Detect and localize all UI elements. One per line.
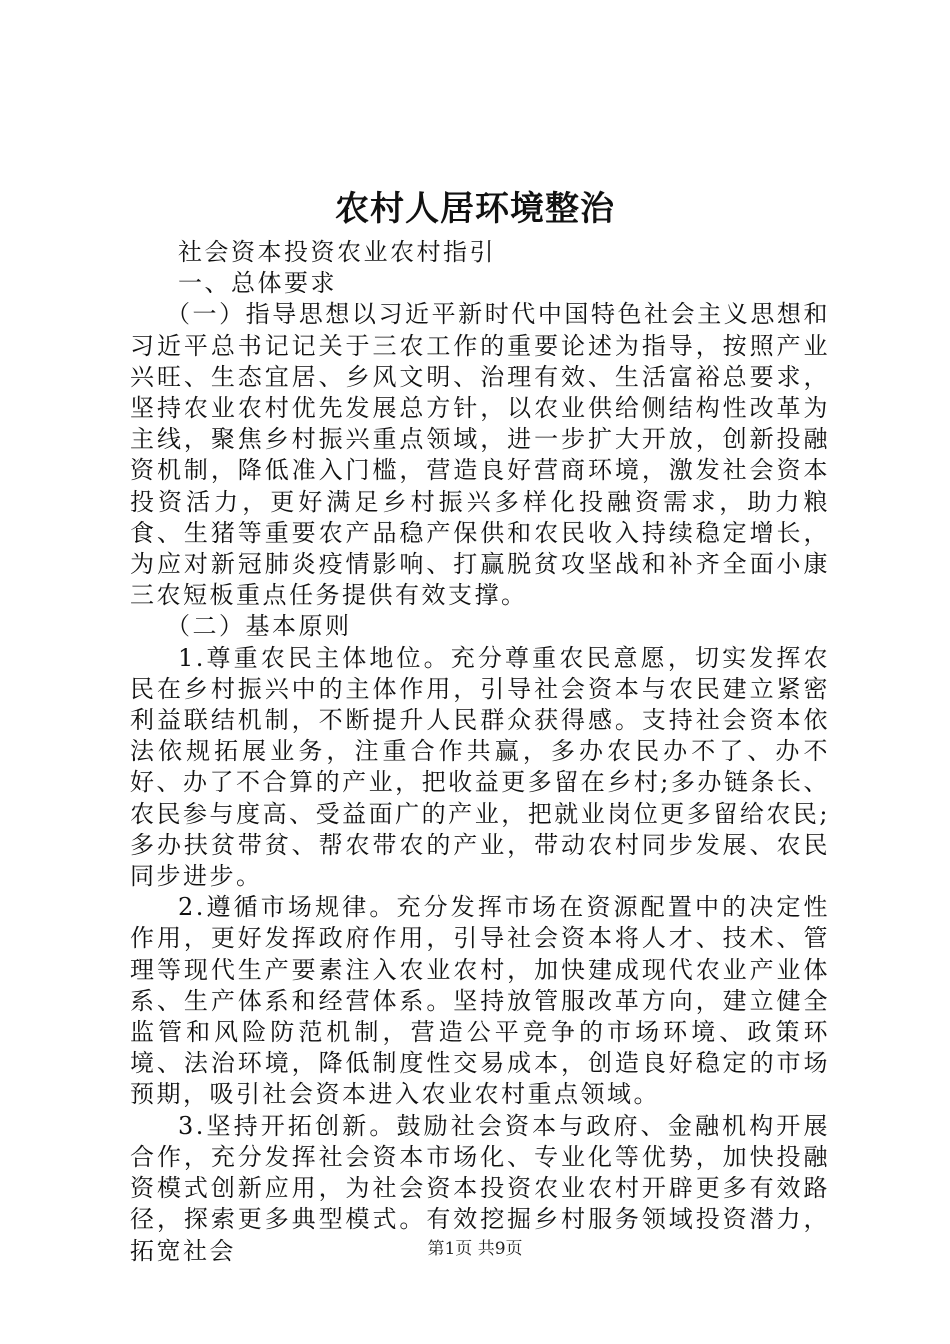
document-body [130,237,830,1267]
paragraph-principle-1: 1.尊重农民主体地位。充分尊重农民意愿，切实发挥农民在乡村振兴中的主体作用，引导社会资本与农民建立紧密利益联结机制，不断提升人民群众获得感。支持社会资本依法依规拓展业务，注重合作共赢，多办农民办不了、办不好、办了不合算的产业，把收益更多留在乡村;多办链条长、农民参与度高、受益面广的产业，把就业岗位更多留给农民;多办扶贫带贫、帮农带农的产业，带动农村同步发展、农民同步进步。 [130,643,830,891]
paragraph-principle-3: 3.坚持开拓创新。鼓励社会资本与政府、金融机构开展合作，充分发挥社会资本市场化、专业化等优势，加快投融资模式创新应用，为社会资本投资农业农村开辟更多有效路径，探索更多典型模式。有效挖掘乡村服务领域投资潜力，拓宽社会 [130,1111,830,1265]
paragraph-guiding-thought: （一）指导思想以习近平新时代中国特色社会主义思想和习近平总书记记关于三农工作的重要论述为指导，按照产业兴旺、生态宜居、乡风文明、治理有效、生活富裕总要求，坚持农业农村优先发展总方针，以农业供给侧结构性改革为主线，聚焦乡村振兴重点领域，进一步扩大开放，创新投融资机制，降低准入门槛，营造良好营商环境，激发社会资本投资活力，更好满足乡村振兴多样化投融资需求，助力粮食、生猪等重要农产品稳产保供和农民收入持续稳定增长，为应对新冠肺炎疫情影响、打赢脱贫攻坚战和补齐全面小康三农短板重点任务提供有效支撑。 [130,300,830,610]
paragraph-section-heading: 一、总体要求 [178,269,337,298]
document-title: 农村人居环境整治 [335,189,615,229]
paragraph-principle-2: 2.遵循市场规律。充分发挥市场在资源配置中的决定性作用，更好发挥政府作用，引导社会资本将人才、技术、管理等现代生产要素注入农业农村，加快建成现代农业产业体系、生产体系和经营体系。坚持放管服改革方向，建立健全监管和风险防范机制，营造公平竞争的市场环境、政策环境、法治环境，降低制度性交易成本，创造良好稳定的市场预期，吸引社会资本进入农业农村重点领域。 [130,893,830,1109]
paragraph-basic-principles-heading: （二）基本原则 [166,612,352,641]
paragraph-subtitle: 社会资本投资农业农村指引 [178,238,496,266]
page-number-footer: 第1页 共9页 [427,1239,523,1259]
